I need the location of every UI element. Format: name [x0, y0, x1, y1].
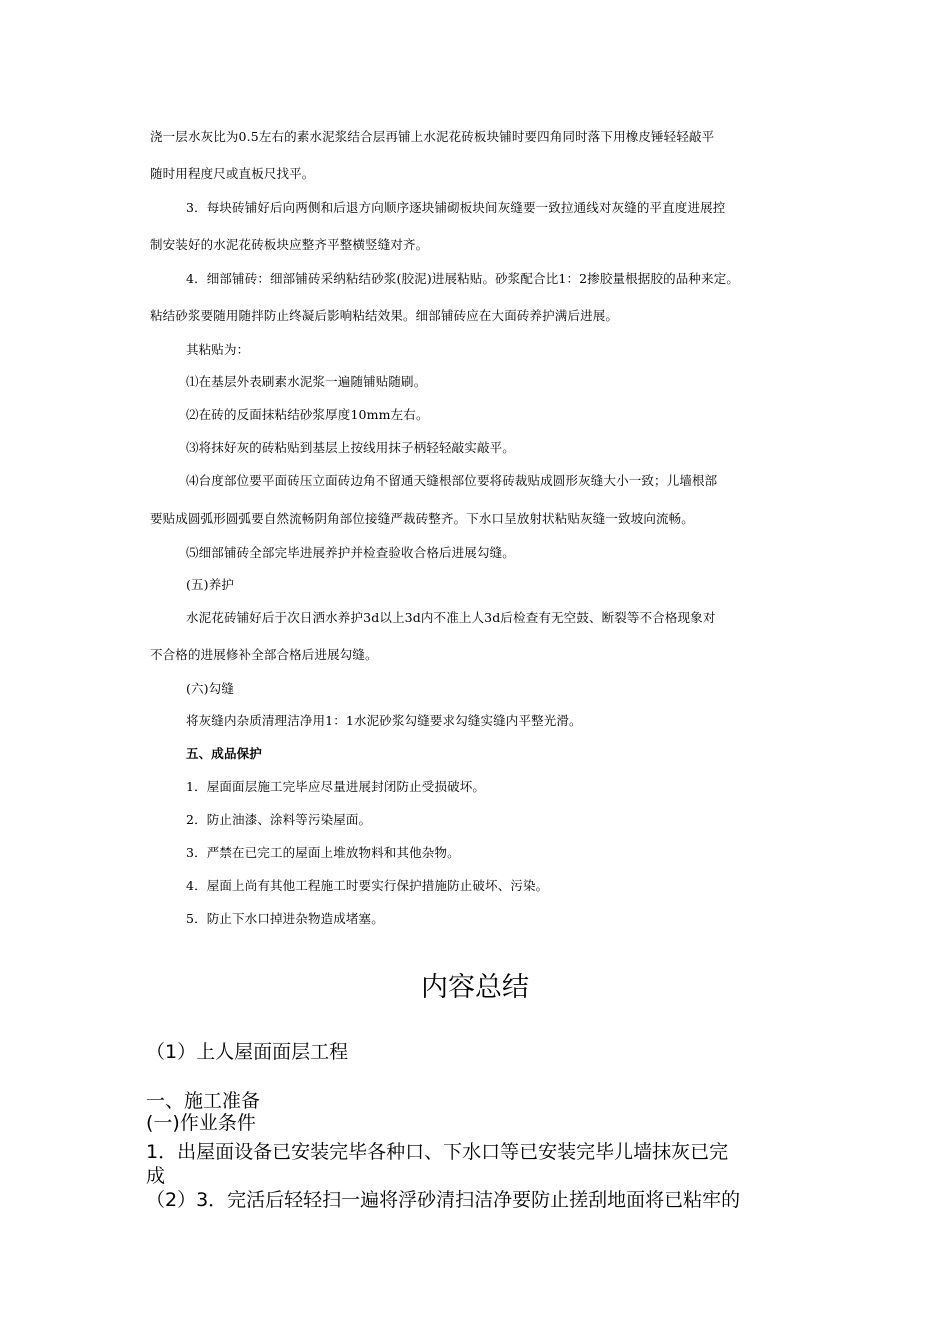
summary-line: 1．出屋面设备已安装完毕各种口、下水口等已安装完毕儿墙抹灰已完: [146, 1141, 729, 1163]
summary-title: 内容总结: [421, 972, 529, 1003]
list-item: 5．防止下水口掉进杂物造成堵塞。: [186, 911, 384, 926]
list-item: 3．严禁在已完工的屋面上堆放物料和其他杂物。: [186, 845, 460, 860]
body-paragraph-line: 不合格的进展修补全部合格后进展勾缝。: [150, 647, 378, 662]
body-paragraph-line: 随时用程度尺或直板尺找平。: [150, 166, 315, 181]
body-paragraph-line: 4．细部铺砖：细部铺砖采纳粘结砂浆(胶泥)进展粘贴。砂浆配合比1：2掺胶量根据胶的品种来定。: [186, 271, 740, 286]
list-item: ⑶将抹好灰的砖粘贴到基层上按线用抹子柄轻轻敲实敲平。: [186, 440, 515, 455]
summary-line: 成: [146, 1165, 166, 1187]
body-paragraph-line: 浇一层水灰比为0.5左右的素水泥浆结合层再铺上水泥花砖板块铺时要四角同时落下用橡皮锤轻轻敲平: [150, 129, 715, 144]
summary-line: (一)作业条件: [146, 1112, 256, 1134]
body-paragraph-line: 粘结砂浆要随用随拌防止终凝后影响粘结效果。细部铺砖应在大面砖养护满后进展。: [150, 308, 619, 323]
list-item: 1．屋面面层施工完毕应尽量进展封闭防止受损破坏。: [186, 779, 486, 794]
body-paragraph-line: 其粘贴为：: [186, 342, 250, 357]
list-item: ⑴在基层外表刷素水泥浆一遍随铺贴随刷。: [186, 374, 427, 389]
summary-line: （2）3．完活后轻轻扫一遍将浮砂清扫洁净要防止搓刮地面将已粘牢的: [146, 1189, 741, 1211]
body-paragraph-line: 制安装好的水泥花砖板块应整齐平整横竖缝对齐。: [150, 237, 429, 252]
list-item: ⑸细部铺砖全部完毕进展养护并检查验收合格后进展勾缝。: [186, 545, 515, 560]
list-item: 2．防止油漆、涂料等污染屋面。: [186, 812, 372, 827]
list-item-continuation: 要贴成圆弧形圆弧要自然流畅阴角部位接缝严裁砖整齐。下水口呈放射状粘贴灰缝一致坡向流畅。: [150, 511, 694, 526]
summary-line: 一、施工准备: [146, 1090, 261, 1112]
summary-line: （1）上人屋面面层工程: [146, 1041, 349, 1063]
body-paragraph-line: 将灰缝内杂质清理洁净用1：1水泥砂浆勾缝要求勾缝实缝内平整光滑。: [186, 713, 582, 728]
section-heading: (六)勾缝: [186, 681, 235, 696]
section-heading: (五)养护: [186, 577, 235, 592]
body-paragraph-line: 3．每块砖铺好后向两侧和后退方向顺序逐块铺砌板块间灰缝要一致拉通线对灰缝的平直度进展控: [186, 200, 726, 215]
list-item: 4．屋面上尚有其他工程施工时要实行保护措施防止破坏、污染。: [186, 878, 549, 893]
section-heading-bold: 五、成品保护: [186, 746, 262, 761]
list-item: ⑷台度部位要平面砖压立面砖边角不留通天缝根部位要将砖裁贴成圆形灰缝大小一致；儿墙根部: [186, 473, 718, 488]
list-item: ⑵在砖的反面抹粘结砂浆厚度10mm左右。: [186, 407, 429, 422]
body-paragraph-line: 水泥花砖铺好后于次日洒水养护3d以上3d内不准上人3d后检查有无空鼓、断裂等不合格现象对: [186, 610, 716, 625]
